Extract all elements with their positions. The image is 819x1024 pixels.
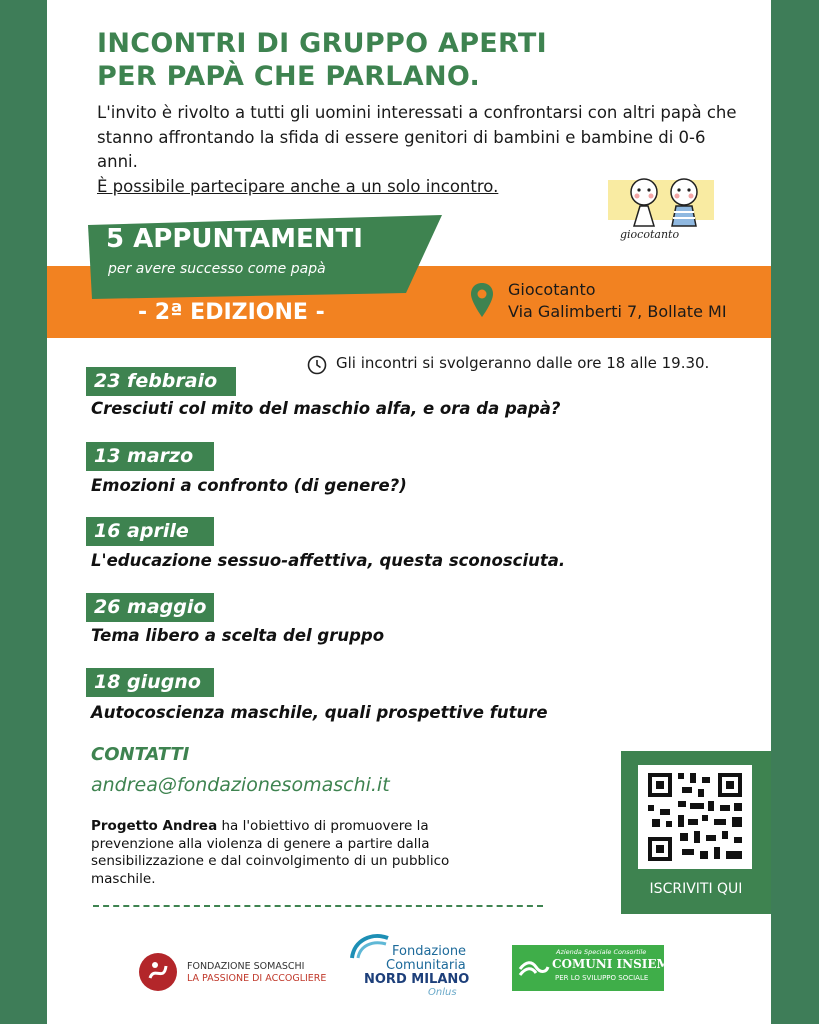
- banner-subtitle: per avere successo come papà: [108, 261, 326, 277]
- title-line-2: PER PAPÀ CHE PARLANO.: [97, 61, 481, 92]
- banner-title: 5 APPUNTAMENTI: [106, 224, 363, 254]
- meeting-date-1: 23 febbraio: [86, 367, 236, 396]
- project-description: [91, 818, 511, 888]
- meeting-topic-2: Emozioni a confronto (di genere?): [91, 476, 407, 495]
- dashed-divider: [93, 905, 543, 907]
- intro-underlined-note: È possibile partecipare anche a un solo incontro.: [97, 176, 499, 196]
- handshake-icon: [518, 955, 550, 981]
- meeting-topic-5: Autocoscienza maschile, quali prospettive future: [91, 703, 548, 722]
- fondazione-comunitaria-logo-icon: [350, 930, 390, 960]
- schedule-note: Gli incontri si svolgeranno dalle ore 18 alle 19.30.: [336, 354, 710, 372]
- meeting-date-4: 26 maggio: [86, 593, 214, 622]
- comuni-insieme-line-1: COMUNI INSIEME: [552, 957, 679, 971]
- map-pin-icon: [470, 282, 494, 318]
- comuni-insieme-line-2: PER LO SVILUPPO SOCIALE: [555, 974, 649, 982]
- giocotanto-logo-text: giocotanto: [620, 228, 680, 241]
- clock-icon: [307, 355, 327, 375]
- meeting-topic-1: Cresciuti col mito del maschio alfa, e ora da papà?: [91, 399, 561, 418]
- meeting-date-2: 13 marzo: [86, 442, 214, 471]
- project-text: ha l'obiettivo di promuovere la prevenzione alla violenza di genere a partire dalla sensibilizzazione e dal coinvolgimento di un pubblico maschile.: [91, 818, 450, 887]
- title-line-1: INCONTRI DI GRUPPO APERTI: [97, 28, 547, 59]
- signup-label[interactable]: ISCRIVITI QUI: [649, 881, 743, 897]
- location-address: Via Galimberti 7, Bollate MI: [508, 302, 727, 321]
- contacts-heading: CONTATTI: [91, 744, 190, 765]
- intro-paragraph: L'invito è rivolto a tutti gli uomini interessati a confrontarsi con altri papà che stanno affrontando la sfida di essere genitori di bambini e bambine di 0-6 anni.: [97, 103, 737, 171]
- comuni-insieme-line-0: Azienda Speciale Consortile: [556, 948, 647, 956]
- meeting-date-3: 16 aprile: [86, 517, 214, 546]
- contact-email-link[interactable]: andrea@fondazionesomaschi.it: [91, 774, 390, 796]
- fcnm-line-4: Onlus: [428, 987, 457, 998]
- fcnm-line-1: Fondazione: [392, 944, 467, 959]
- location: [508, 279, 727, 323]
- fondazione-somaschi-logo-icon: [138, 952, 178, 992]
- qr-code-icon[interactable]: [638, 765, 752, 869]
- meeting-topic-3: L'educazione sessuo-affettiva, questa sconosciuta.: [91, 551, 566, 570]
- project-name: Progetto Andrea: [91, 818, 218, 834]
- fcnm-line-2: Comunitaria: [386, 958, 466, 973]
- location-name: Giocotanto: [508, 280, 596, 299]
- somaschi-name: FONDAZIONE SOMASCHI: [187, 961, 305, 972]
- page-title: [97, 27, 547, 93]
- meeting-date-5: 18 giugno: [86, 668, 214, 697]
- edition-label: - 2ª EDIZIONE -: [138, 300, 325, 325]
- somaschi-tagline: LA PASSIONE DI ACCOGLIERE: [187, 973, 327, 984]
- fcnm-line-3: NORD MILANO: [364, 972, 470, 987]
- meeting-topic-4: Tema libero a scelta del gruppo: [91, 626, 385, 645]
